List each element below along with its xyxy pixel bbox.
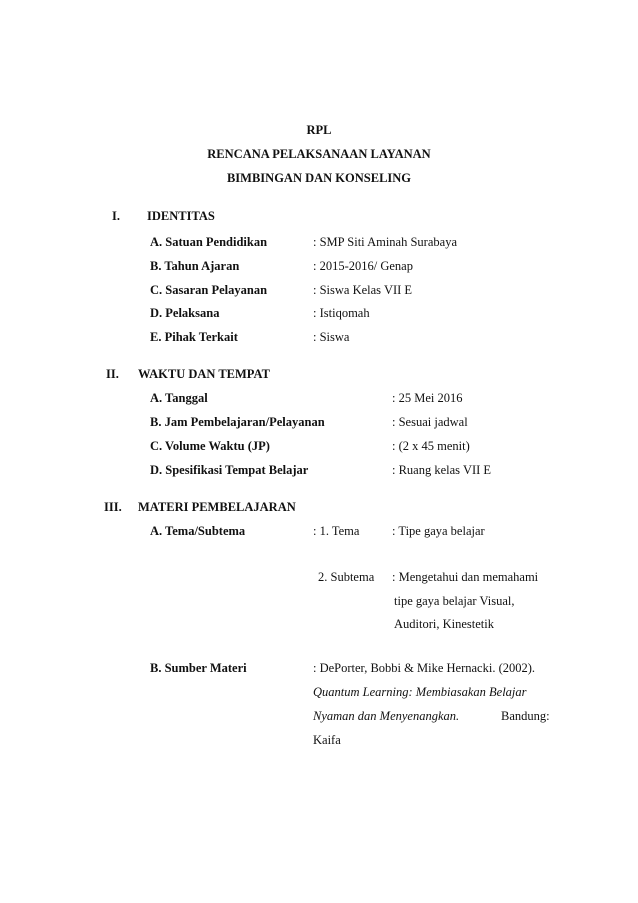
section-2-title: WAKTU DAN TEMPAT bbox=[138, 367, 270, 381]
tema-key: : 1. Tema bbox=[313, 524, 360, 538]
time-label: D. Spesifikasi Tempat Belajar bbox=[150, 463, 309, 477]
identity-label: D. Pelaksana bbox=[150, 306, 220, 320]
subtema-value-line: tipe gaya belajar Visual, bbox=[394, 594, 515, 608]
sumber-title-italic: Nyaman dan Menyenangkan. bbox=[313, 709, 460, 723]
time-label: A. Tanggal bbox=[150, 391, 208, 405]
identity-label: C. Sasaran Pelayanan bbox=[150, 283, 268, 297]
section-3-number: III. bbox=[104, 500, 122, 514]
document-subtitle-2: BIMBINGAN DAN KONSELING bbox=[226, 171, 412, 185]
section-2-number: II. bbox=[106, 367, 119, 381]
section-3-title: MATERI PEMBELAJARAN bbox=[138, 500, 296, 514]
section-1-number: I. bbox=[112, 209, 120, 223]
sumber-line-italic: Quantum Learning: Membiasakan Belajar bbox=[313, 685, 527, 699]
sumber-publisher: Kaifa bbox=[313, 733, 341, 747]
time-value: : Sesuai jadwal bbox=[392, 415, 468, 429]
sumber-label: B. Sumber Materi bbox=[150, 661, 247, 675]
time-value: : Ruang kelas VII E bbox=[392, 463, 492, 477]
identity-label: B. Tahun Ajaran bbox=[150, 259, 240, 273]
sumber-line bbox=[313, 709, 550, 723]
subtema-key: 2. Subtema bbox=[318, 570, 375, 584]
sumber-line: : DePorter, Bobbi & Mike Hernacki. (2002). bbox=[313, 661, 536, 675]
sumber-city: Bandung: bbox=[501, 709, 550, 723]
tema-label: A. Tema/Subtema bbox=[150, 524, 246, 538]
subtema-value-line: : Mengetahui dan memahami bbox=[392, 570, 539, 584]
subtema-value-line: Auditori, Kinestetik bbox=[394, 617, 494, 631]
time-value: : (2 x 45 menit) bbox=[392, 439, 470, 453]
time-value: : 25 Mei 2016 bbox=[392, 391, 463, 405]
identity-label: E. Pihak Terkait bbox=[150, 330, 238, 344]
identity-value: : 2015-2016/ Genap bbox=[313, 259, 413, 273]
document-subtitle-1: RENCANA PELAKSANAAN LAYANAN bbox=[207, 147, 431, 161]
time-label: B. Jam Pembelajaran/Pelayanan bbox=[150, 415, 325, 429]
tema-value: : Tipe gaya belajar bbox=[392, 524, 485, 538]
identity-value: : Istiqomah bbox=[313, 306, 370, 320]
time-label: C. Volume Waktu (JP) bbox=[150, 439, 270, 453]
section-1-title: IDENTITAS bbox=[147, 209, 215, 223]
document-title: RPL bbox=[306, 123, 332, 137]
identity-value: : Siswa bbox=[313, 330, 350, 344]
identity-value: : Siswa Kelas VII E bbox=[313, 283, 413, 297]
identity-label: A. Satuan Pendidikan bbox=[150, 235, 268, 249]
identity-value: : SMP Siti Aminah Surabaya bbox=[313, 235, 457, 249]
